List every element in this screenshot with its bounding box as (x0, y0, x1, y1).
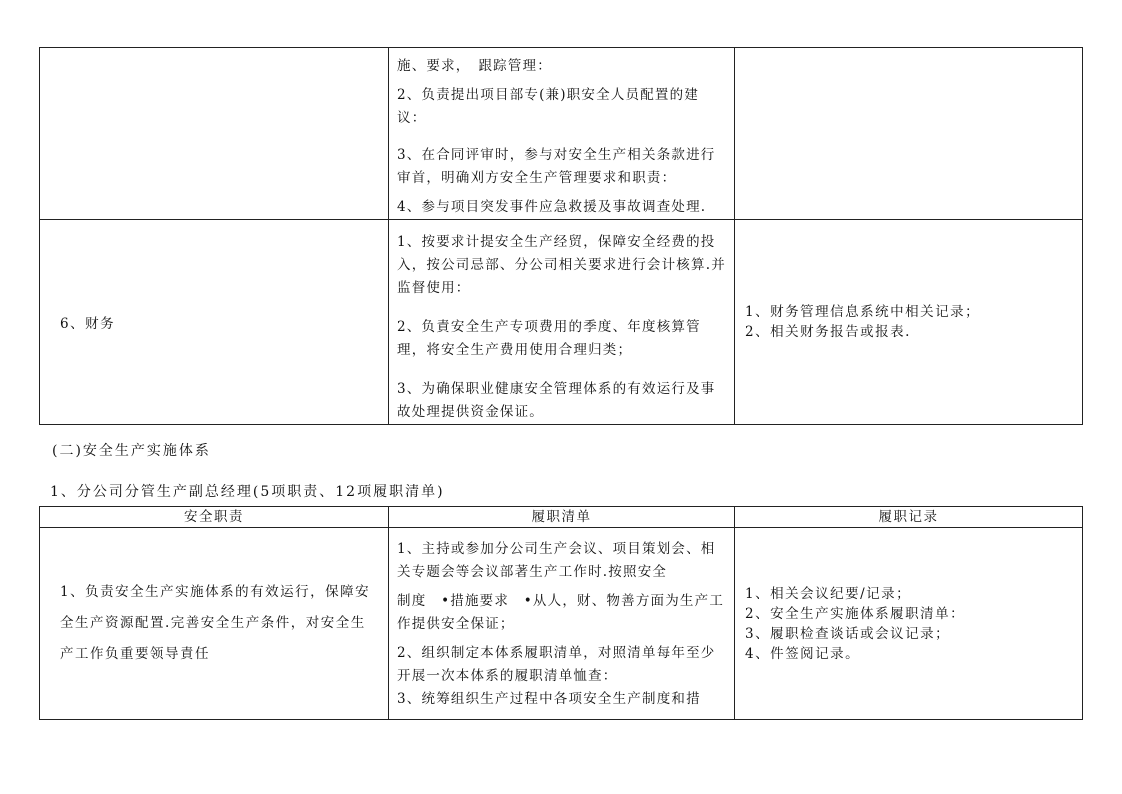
table-row (40, 528, 1083, 720)
checklist-item: 2、负責安全生产专项费用的季度、年度核算管理，将安全生产费用使用合理归类； (397, 319, 701, 358)
record-item: 2、安全生产实施体系履职清单： (745, 605, 966, 622)
section-heading: (二)安全生产实施体系 (52, 443, 211, 459)
table-row (40, 48, 1083, 220)
checklist-item: 3、为确保职业健康安全管理体系的有效运行及事故处理提供资金保证。 (397, 381, 716, 420)
table-header-row (40, 507, 1083, 528)
role-label: 6、财务 (60, 316, 116, 332)
checklist-cell (389, 48, 735, 220)
table-row (40, 220, 1083, 425)
record-item: 2、相关财务报告或报表. (745, 324, 911, 340)
record-item: 3、履职检查谈话或会议记录； (745, 625, 951, 642)
checklist-item: 2、负责提出项目部专(兼)职安全人员配置的建议： (397, 87, 700, 126)
checklist-item: 2、组织制定本体系履职清单，对照清单每年至少开展一次本体系的履职清单恤查： (397, 645, 716, 684)
checklist-item: 制度 •措施要求 •从人，财、物善方面为生产工作提供安全保证； (397, 593, 725, 632)
subsection-heading: 1、分公司分管生产副总经理(5项职责、12项履职清单) (50, 484, 445, 500)
record-item: 4、件签阅记录。 (745, 645, 861, 662)
checklist-item: 3、统筹组织生产过程中各项安全生产制度和措 (397, 691, 701, 707)
duty-cell (40, 528, 389, 720)
records-cell (735, 220, 1083, 425)
record-item: 1、相关会议纪要/记录； (745, 585, 912, 602)
column-header-duty: 安全职责 (40, 507, 389, 528)
column-header-checklist: 履职清单 (389, 507, 735, 528)
records-cell (735, 48, 1083, 220)
duty-text: 1、负责安全生产实施体系的有效运行，保障安全生产资源配置.完善安全生产条件，对安全生产工作负重要领导責任 (60, 584, 371, 662)
checklist-cell (389, 220, 735, 425)
checklist-item: 1、按要求计提安全生产经贸，保障安全经费的投入，按公司忌部、分公司相关要求进行会计核算.并监督使用： (397, 234, 726, 296)
column-header-records: 履职记录 (735, 507, 1083, 528)
role-cell (40, 48, 389, 220)
table-bottom (39, 506, 1083, 720)
checklist-item: 1、主持或参加分公司生产会议、项目策划会、相关专题会等会议部著生产工作时.按照安全 (397, 541, 716, 580)
role-cell (40, 220, 389, 425)
table-top (39, 47, 1083, 425)
checklist-item: 3、在合同评审时，参与对安全生产相关条款进行审首，明确刈方安全生产管理要求和职责： (397, 147, 716, 186)
checklist-item: 施、要求， 跟踪管理： (397, 58, 552, 74)
record-item: 1、财务管理信息系统中相关记录； (745, 304, 981, 320)
checklist-cell (389, 528, 735, 720)
records-cell (735, 528, 1083, 720)
checklist-item: 4、参与项目突发事件应急救援及事故调查处理. (397, 199, 707, 215)
